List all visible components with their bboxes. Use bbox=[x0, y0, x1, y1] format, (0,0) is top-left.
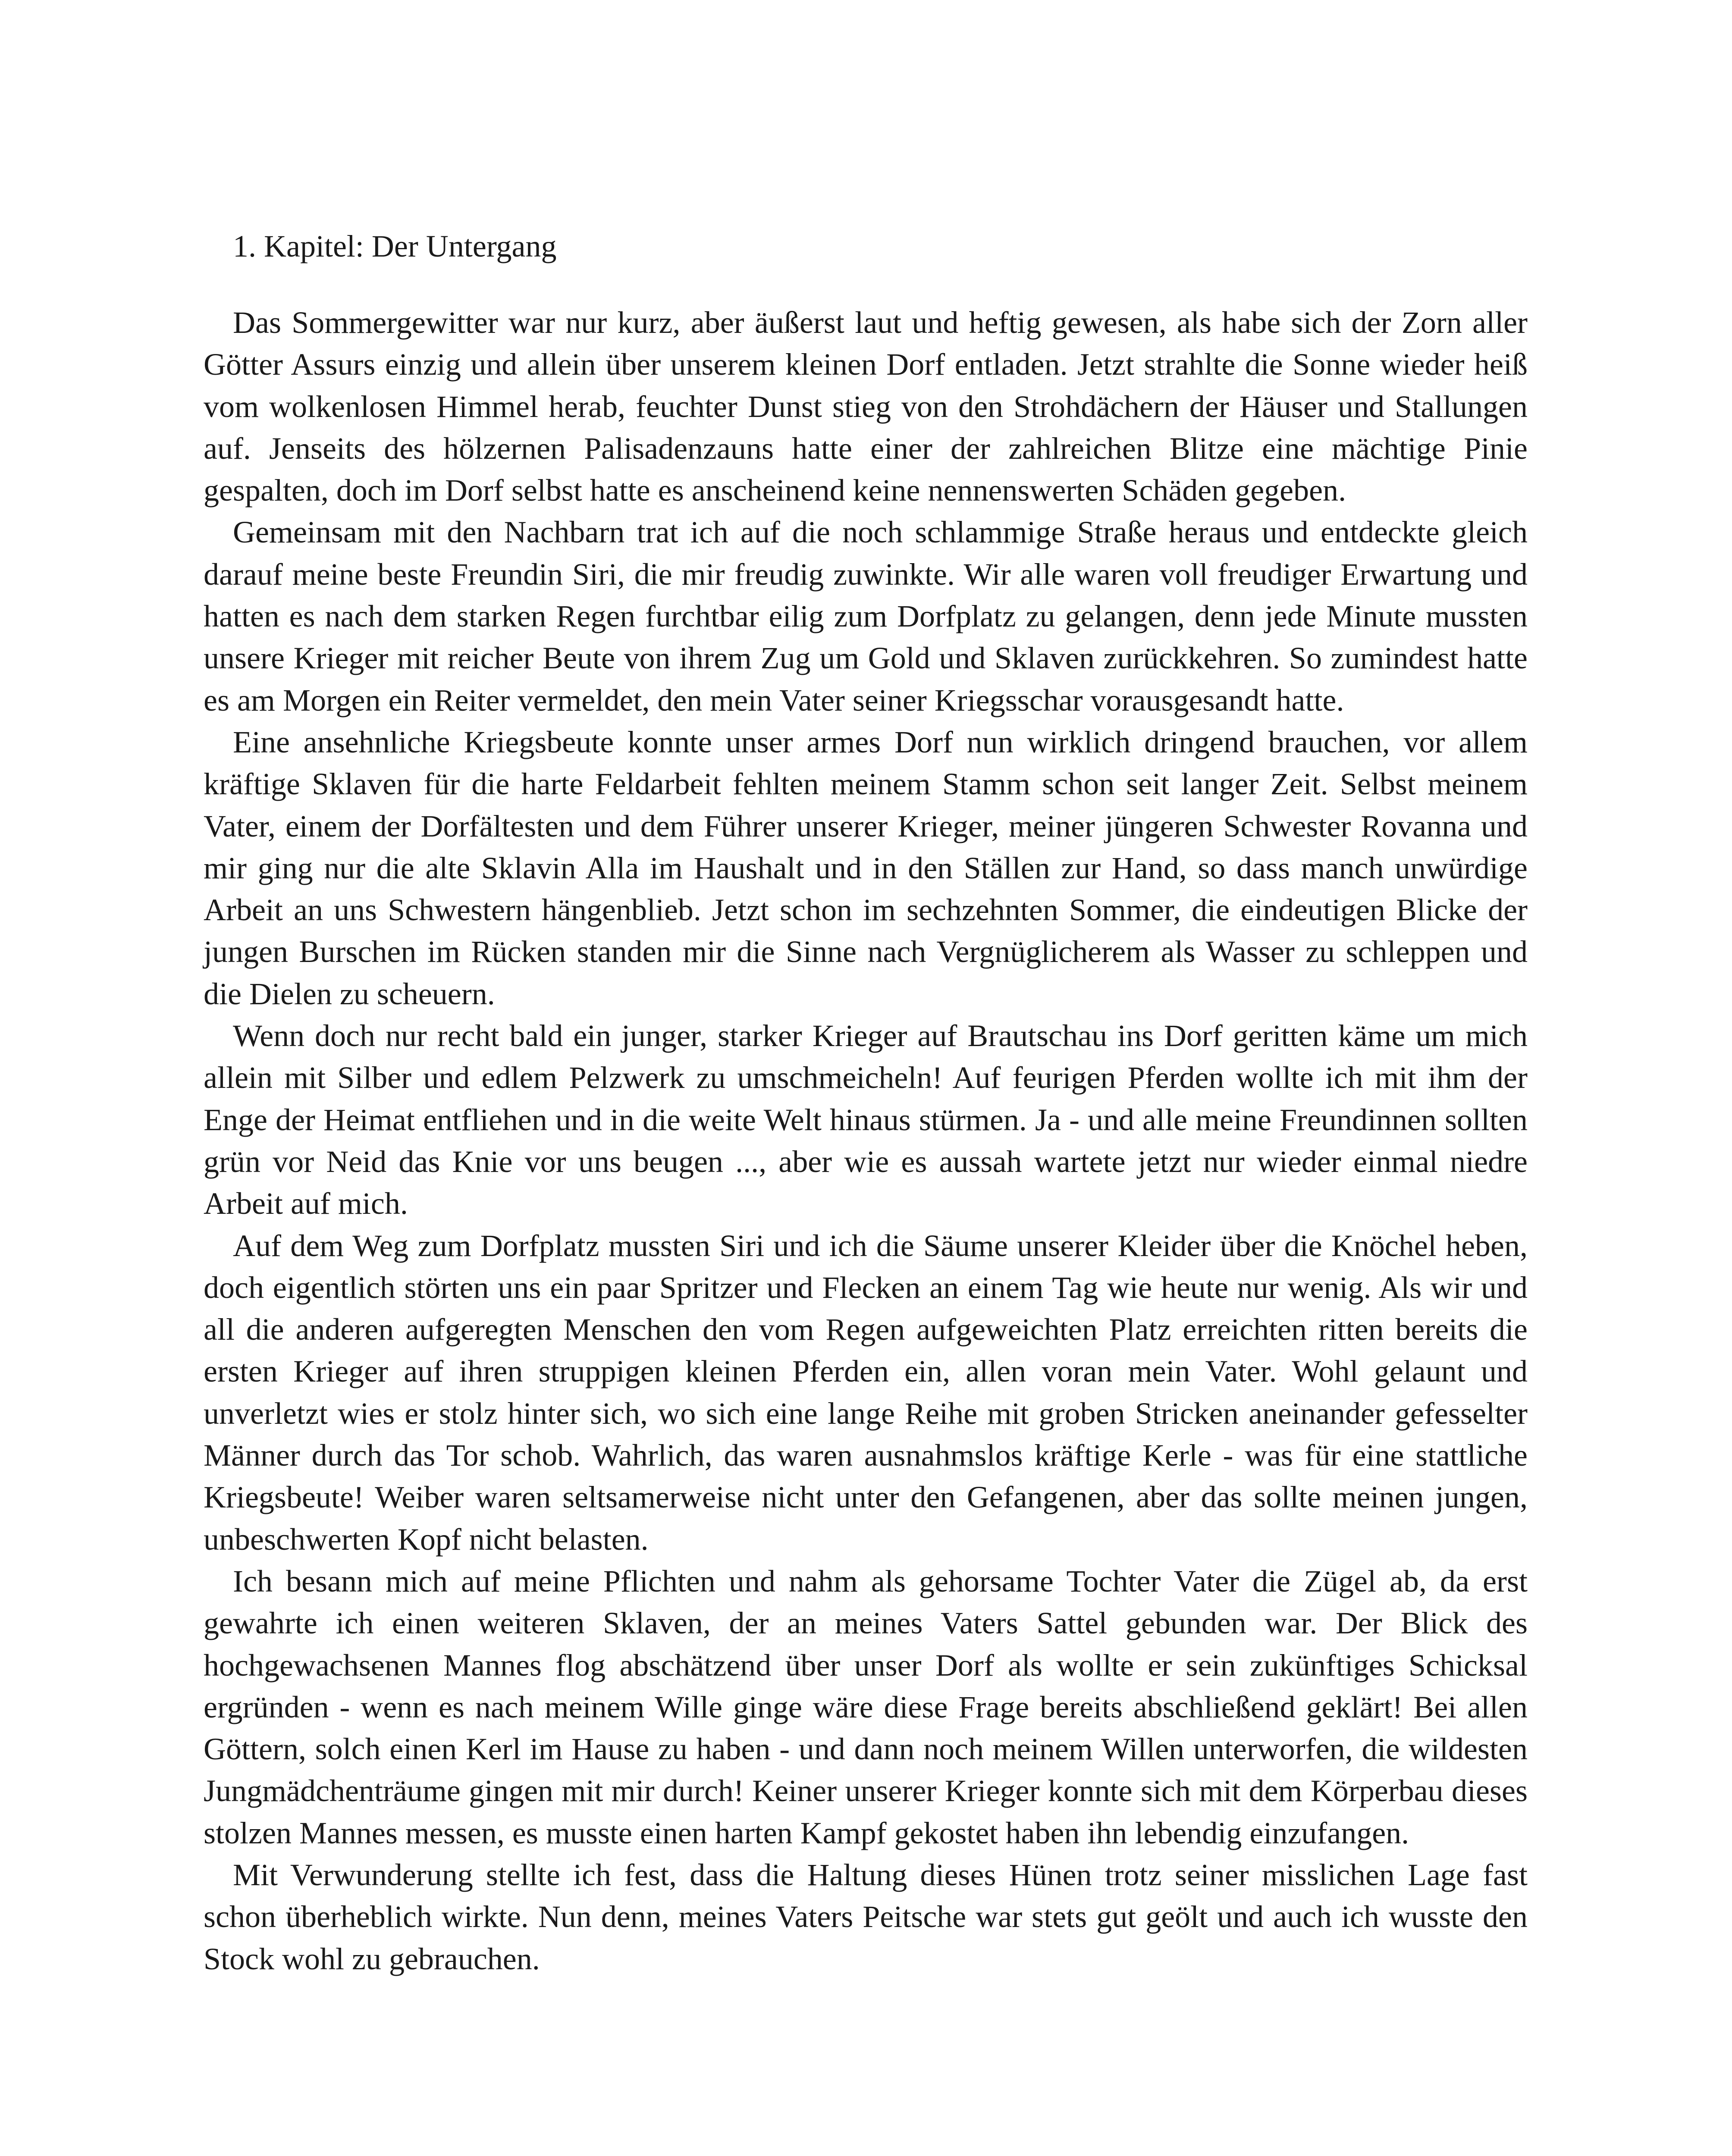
paragraph: Auf dem Weg zum Dorfplatz mussten Siri und ich die Säume unserer Kleider über die Knöchel heben, doch eigentlich störten uns ein paar Spritzer und Flecken an einem Tag wie heute nur wenig. Als wir und all die anderen aufgeregten Menschen den vom Regen aufgeweichten Platz erreichten ritten bereits die ersten Krieger auf ihren struppigen kleinen Pferden ein, allen voran mein Vater. Wohl gelaunt und unverletzt wies er stolz hinter sich, wo sich eine lange Reihe mit groben Stricken aneinander gefesselter Männer durch das Tor schob. Wahrlich, das waren ausnahmslos kräftige Kerle - was für eine stattliche Kriegsbeute! Weiber waren seltsamerweise nicht unter den Gefangenen, aber das sollte meinen jungen, unbeschwerten Kopf nicht belasten. bbox=[204, 1228, 1528, 1557]
chapter-title: 1. Kapitel: Der Untergang bbox=[233, 229, 557, 263]
paragraph: Wenn doch nur recht bald ein junger, starker Krieger auf Brautschau ins Dorf geritten käme um mich allein mit Silber und edlem Pelzwerk zu umschmeicheln! Auf feurigen Pferden wollte ich mit ihm der Enge der Heimat entfliehen und in die weite Welt hinaus stürmen. Ja - und alle meine Freundinnen sollten grün vor Neid das Knie vor uns beugen ..., aber wie es aussah wartete jetzt nur wieder einmal niedre Arbeit auf mich. bbox=[204, 1018, 1528, 1221]
paragraph: Das Sommergewitter war nur kurz, aber äußerst laut und heftig gewesen, als habe sich der Zorn aller Götter Assurs einzig und allein über unserem kleinen Dorf entladen. Jetzt strahlte die Sonne wieder heiß vom wolkenlosen Himmel herab, feuchter Dunst stieg von den Strohdächern der Häuser und Stallungen auf. Jenseits des hölzernen Palisadenzauns hatte einer der zahlreichen Blitze eine mächtige Pinie gespalten, doch im Dorf selbst hatte es anscheinend keine nennenswerten Schäden gegeben. bbox=[204, 305, 1528, 508]
paragraph: Eine ansehnliche Kriegsbeute konnte unser armes Dorf nun wirklich dringend brauchen, vor allem kräftige Sklaven für die harte Feldarbeit fehlten meinem Stamm schon seit langer Zeit. Selbst meinem Vater, einem der Dorfältesten und dem Führer unserer Krieger, meiner jüngeren Schwester Rovanna und mir ging nur die alte Sklavin Alla im Haushalt und in den Ställen zur Hand, so dass manch unwürdige Arbeit an uns Schwestern hängenblieb. Jetzt schon im sechzehnten Sommer, die eindeutigen Blicke der jungen Burschen im Rücken standen mir die Sinne nach Vergnüglicherem als Wasser zu schleppen und die Dielen zu scheuern. bbox=[204, 724, 1528, 1011]
paragraph: Ich besann mich auf meine Pflichten und nahm als gehorsame Tochter Vater die Zügel ab, da erst gewahrte ich einen weiteren Sklaven, der an meines Vaters Sattel gebunden war. Der Blick des hochgewachsenen Mannes flog abschätzend über unser Dorf als wollte er sein zukünftiges Schicksal ergründen - wenn es nach meinem Wille ginge wäre diese Frage bereits abschließend geklärt! Bei allen Göttern, solch einen Kerl im Hause zu haben - und dann noch meinem Willen unterworfen, die wildesten Jungmädchenträume gingen mit mir durch! Keiner unserer Krieger konnte sich mit dem Körperbau dieses stolzen Mannes messen, es musste einen harten Kampf gekostet haben ihn lebendig einzufangen. bbox=[204, 1564, 1528, 1850]
paragraph: Gemeinsam mit den Nachbarn trat ich auf die noch schlammige Straße heraus und entdeckte gleich darauf meine beste Freundin Siri, die mir freudig zuwinkte. Wir alle waren voll freudiger Erwartung und hatten es nach dem starken Regen furchtbar eilig zum Dorfplatz zu gelangen, denn jede Minute mussten unsere Krieger mit reicher Beute von ihrem Zug um Gold und Sklaven zurückkehren. So zumindest hatte es am Morgen ein Reiter vermeldet, den mein Vater seiner Kriegsschar vorausgesandt hatte. bbox=[204, 515, 1528, 718]
paragraph: Mit Verwunderung stellte ich fest, dass die Haltung dieses Hünen trotz seiner misslichen Lage fast schon überheblich wirkte. Nun denn, meines Vaters Peitsche war stets gut geölt und auch ich wusste den Stock wohl zu gebrauchen. bbox=[204, 1857, 1528, 1976]
chapter-body bbox=[204, 302, 1528, 1980]
